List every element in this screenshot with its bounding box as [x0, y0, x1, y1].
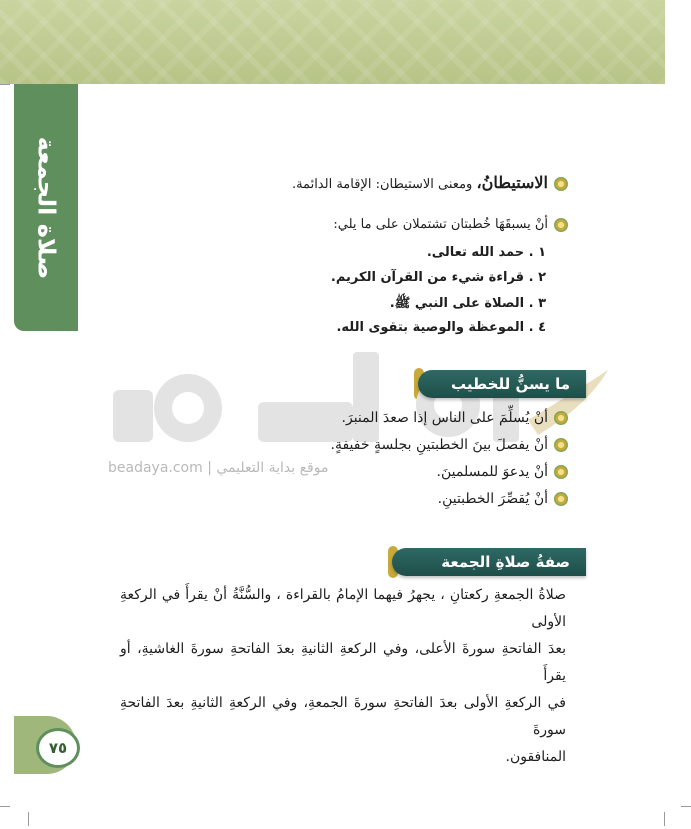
- page-number: ٧٥: [36, 728, 80, 768]
- list-marker-icon: [554, 218, 568, 232]
- list-marker-icon: [554, 492, 568, 506]
- section-heading-sifa: صفةُ صلاةِ الجمعة: [392, 548, 586, 576]
- list-marker-icon: [554, 465, 568, 479]
- khutba-content-4: ٤ . الموعظة والوصية بتقوى الله.: [336, 320, 546, 335]
- paragraph-line: بعدَ الفاتحةِ سورةَ الأعلى، وفي الركعةِ الثانيةِ بعدَ الفاتحةِ سورةَ الغاشيةِ، أو يقرأَ: [120, 641, 566, 684]
- header-band: [0, 0, 665, 84]
- crop-mark: [664, 812, 665, 826]
- paragraph-line: صلاةُ الجمعةِ ركعتانِ ، يجهرُ فيهما الإمامُ بالقراءة ، والسُّنَّةُ أنْ يقرأَ في الركعةِ الأولى: [120, 587, 566, 630]
- khatib-item-4: أنْ يُقصِّرَ الخطبتينِ.: [128, 491, 568, 507]
- khatib-item-3: أنْ يدعوَ للمسلمينَ.: [128, 464, 568, 480]
- crop-mark: [681, 806, 691, 807]
- paragraph-line: في الركعةِ الأولى بعدَ الفاتحةِ سورةَ الجمعةِ، وفي الركعةِ الثانيةِ بعدَ الفاتحةِ سورةَ: [120, 695, 566, 738]
- crop-mark: [0, 84, 10, 85]
- khatib-item-1: أنْ يُسلِّمَ على الناس إذا صعدَ المنبرَ.: [128, 410, 568, 426]
- sifa-paragraph: [120, 582, 566, 771]
- watermark-caption: beadaya.com | موقع بداية التعليمي: [108, 460, 329, 476]
- crop-mark: [0, 806, 10, 807]
- paragraph-line: المنافقون.: [505, 749, 566, 765]
- list-marker-icon: [554, 411, 568, 425]
- section-heading-khatib: ما يسنُّ للخطيب: [418, 370, 586, 398]
- condition-item-3: الاستيطانُ، ومعنى الاستيطان: الإقامة الدائمة.: [128, 173, 568, 197]
- list-marker-icon: [554, 177, 568, 191]
- crop-mark: [28, 812, 29, 826]
- chapter-title: صلاة الجمعة: [32, 136, 61, 279]
- khutba-content-3: ٣ . الصلاة على النبي ﷺ.: [389, 296, 546, 311]
- watermark-logo-text: بداية: [308, 395, 310, 396]
- khatib-item-2: أنْ يفصلَ بينَ الخطبتينِ بجلسةٍ خفيفةٍ.: [128, 437, 568, 453]
- khutba-content-1: ١ . حمد الله تعالى.: [426, 245, 546, 260]
- khutba-content-2: ٢ . قراءة شيء من القرآن الكريم.: [330, 270, 546, 285]
- list-marker-icon: [554, 438, 568, 452]
- condition-item-4: أنْ يسبقَهَا خُطبتان تشتملان على ما يلي:: [128, 217, 568, 241]
